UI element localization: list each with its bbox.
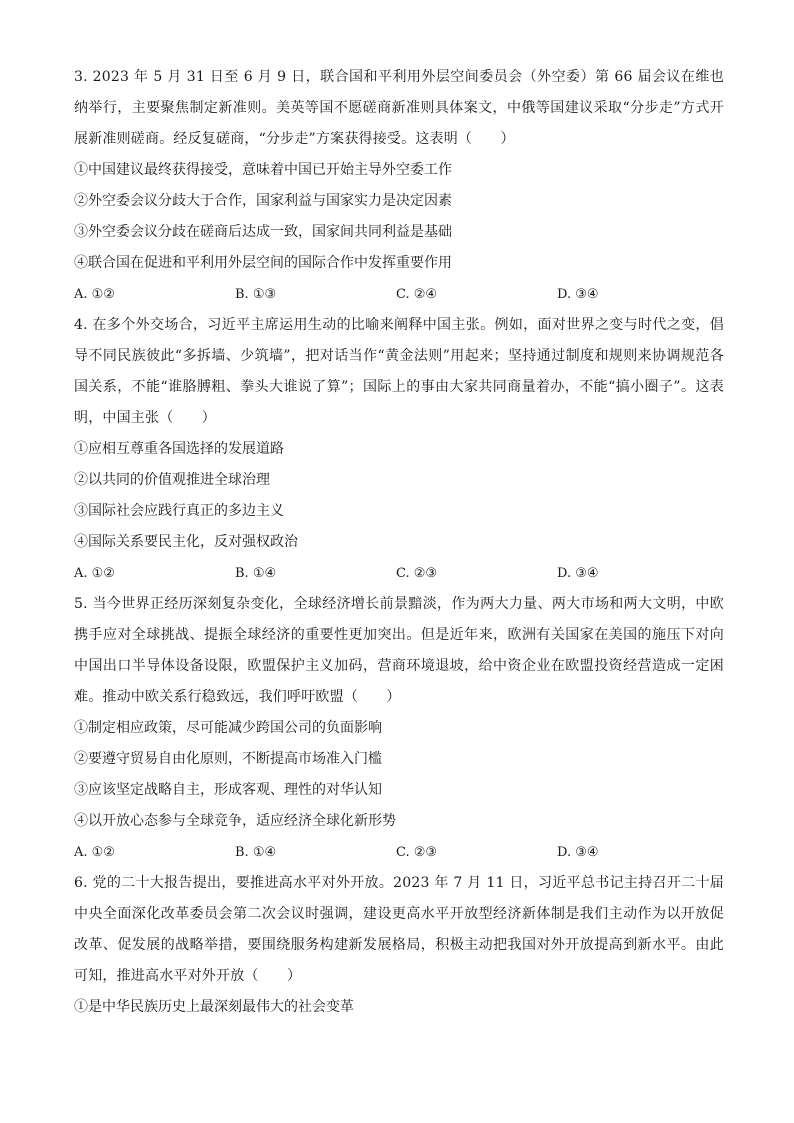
option-statement: ③外空委会议分歧在磋商后达成一致，国家间共同利益是基础 bbox=[74, 224, 452, 240]
question-5 bbox=[74, 589, 724, 868]
question-stem: 4. 在多个外交场合，习近平主席运用生动的比喻来阐释中国主张。例如，面对世界之变与时代之变，倡导不同民族彼此“多拆墙、少筑墙”，把对话当作“黄金法则”用起来；坚持通过制度和规则来协调规范各国关系，不能“谁胳膊粗、拳头大谁说了算”；国际上的事由大家共同商量着办，不能“搞小圈子”。这表明，中国主张（ ） bbox=[74, 317, 724, 426]
question-3 bbox=[74, 62, 724, 310]
choice-b: B. ①④ bbox=[235, 566, 277, 581]
option-statement: ①制定相应政策，尽可能减少跨国公司的负面影响 bbox=[74, 720, 382, 736]
choice-c: C. ②③ bbox=[396, 566, 438, 581]
choice-a: A. ①② bbox=[74, 566, 115, 581]
question-6 bbox=[74, 868, 724, 1023]
answer-choices bbox=[74, 558, 724, 589]
question-stem: 3. 2023 年 5 月 31 日至 6 月 9 日，联合国和平利用外层空间委员会（外空委）第 66 届会议在维也纳举行，主要聚焦制定新准则。美英等国不愿磋商新准则具体案文，中俄等国建议采取“分步走”方式开展新准则磋商。经反复磋商，“分步走”方案获得接受。这表明（ ） bbox=[74, 69, 724, 147]
choice-c: C. ②④ bbox=[396, 287, 438, 302]
exam-page bbox=[74, 62, 724, 1023]
option-statement: ①中国建议最终获得接受，意味着中国已开始主导外空委工作 bbox=[74, 162, 452, 178]
question-4 bbox=[74, 310, 724, 589]
choice-d: D. ③④ bbox=[557, 566, 599, 581]
choice-a: A. ①② bbox=[74, 287, 115, 302]
option-statement: ④联合国在促进和平利用外层空间的国际合作中发挥重要作用 bbox=[74, 255, 452, 271]
choice-b: B. ①③ bbox=[235, 287, 277, 302]
question-stem: 5. 当今世界正经历深刻复杂变化，全球经济增长前景黯淡，作为两大力量、两大市场和两大文明，中欧携手应对全球挑战、提振全球经济的重要性更加突出。但是近年来，欧洲有关国家在美国的施压下对向中国出口半导体设备设限，欧盟保护主义加码，营商环境退坡，给中资企业在欧盟投资经营造成一定困难。推动中欧关系行稳致远，我们呼吁欧盟（ ） bbox=[74, 596, 724, 705]
option-statement: ④以开放心态参与全球竞争，适应经济全球化新形势 bbox=[74, 813, 396, 829]
option-statement: ①是中华民族历史上最深刻最伟大的社会变革 bbox=[74, 999, 354, 1015]
choice-c: C. ②③ bbox=[396, 845, 438, 860]
option-statement: ③应该坚定战略自主，形成客观、理性的对华认知 bbox=[74, 782, 382, 798]
choice-d: D. ③④ bbox=[557, 287, 599, 302]
choice-a: A. ①② bbox=[74, 845, 115, 860]
answer-choices bbox=[74, 279, 724, 310]
choice-d: D. ③④ bbox=[557, 845, 599, 860]
option-statement: ②外空委会议分歧大于合作，国家利益与国家实力是决定因素 bbox=[74, 193, 452, 209]
option-statement: ①应相互尊重各国选择的发展道路 bbox=[74, 441, 284, 457]
choice-b: B. ①④ bbox=[235, 845, 277, 860]
option-statement: ②以共同的价值观推进全球治理 bbox=[74, 472, 270, 488]
answer-choices bbox=[74, 837, 724, 868]
option-statement: ②要遵守贸易自由化原则，不断提高市场准入门槛 bbox=[74, 751, 382, 767]
option-statement: ④国际关系要民主化，反对强权政治 bbox=[74, 534, 298, 550]
option-statement: ③国际社会应践行真正的多边主义 bbox=[74, 503, 284, 519]
question-stem: 6. 党的二十大报告提出，要推进高水平对外开放。2023 年 7 月 11 日，习近平总书记主持召开二十届中央全面深化改革委员会第二次会议时强调，建设更高水平开放型经济新体制是我们主动作为以开放促改革、促发展的战略举措，要围绕服务构建新发展格局，积极主动把我国对外开放提高到新水平。由此可知，推进高水平对外开放（ ） bbox=[74, 875, 724, 984]
